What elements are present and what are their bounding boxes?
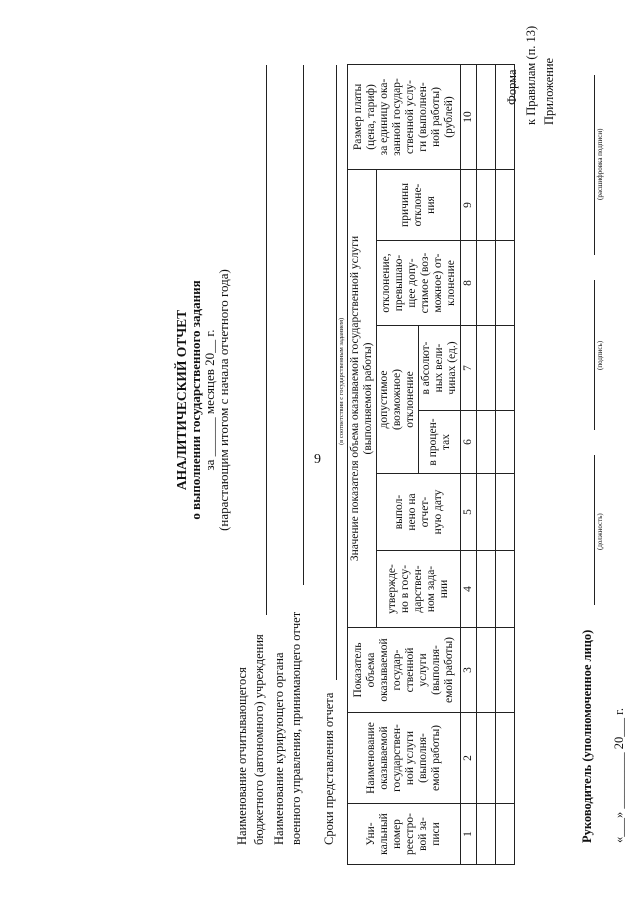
authority-label-1: Наименование курирующего органа [272, 652, 286, 845]
position-line [594, 455, 595, 605]
col-absolute: в абсолют- ных вели- чинах (ед.) [419, 326, 461, 411]
col-fee: Размер платы (цена, тариф) за единицу ока- занной государ- ственной услу- ги (выполнен- ной работы) (рублей) [348, 65, 461, 170]
report-period-note: (нарастающим итогом с начала отчетного года) [216, 269, 231, 531]
position-hint: (должность) [596, 513, 604, 550]
decode-hint: (расшифровка подписи) [596, 128, 604, 200]
deadline-label: Сроки представления отчета [322, 692, 336, 845]
report-table [347, 64, 515, 865]
decode-line [594, 75, 595, 255]
group-header-value: Значение показателя объема оказываемой государственной услуги (выполняемой работы) [348, 170, 377, 628]
appendix-line1: Приложение [542, 57, 556, 125]
col-fulfilled: выпол- нено на отчет- ную дату [377, 474, 461, 551]
report-subtitle: о выполнении государственного задания [188, 280, 203, 520]
col-allowed-deviation: допустимое (возможное) отклонение [377, 326, 419, 474]
appendix-form: Форма [505, 69, 519, 105]
authority-line [303, 65, 304, 585]
table-row [496, 65, 515, 865]
signature-date: «___» _________ 20___ г. [612, 708, 626, 843]
col-deviation-reasons: причины отклоне- ния [377, 170, 461, 241]
col-service-name: Наименование оказываемой государствен- ной услуги (выполня- емой работы) [348, 713, 461, 804]
head-label: Руководитель (уполномоченное лицо) [580, 629, 594, 843]
table-number-row: 1 2 3 4 5 6 7 8 9 10 [461, 65, 477, 865]
report-title: АНАЛИТИЧЕСКИЙ ОТЧЕТ [174, 309, 189, 491]
sign-hint: (подпись) [596, 340, 604, 370]
col-registry-number: Уни- кальный номер реестро- вой за- писи [348, 804, 461, 865]
title-block [175, 245, 231, 555]
authority-label-2: военного управления, принимающего отчет [289, 611, 303, 845]
deadline-hint: (в соответствии с государственным заданием) [338, 317, 345, 445]
page-number: 9 [314, 452, 321, 467]
institution-label-1: Наименование отчитывающегося [235, 667, 249, 845]
report-period: за ______ месяцев 20__ г. [202, 329, 217, 471]
col-excess-deviation: отклонение, превышаю- щее допу- стимое (воз- можное) от- клонение [377, 241, 461, 326]
institution-label-2: бюджетного (автономного) учреждения [252, 634, 266, 845]
table-row [477, 65, 496, 865]
col-percent: в процен- тах [419, 411, 461, 474]
col-approved: утвержде- но в госу- дарствен- ном зада- нии [377, 551, 461, 628]
institution-line [266, 65, 267, 615]
col-volume-indicator: Показатель объема оказываемой государ- ственной услуги (выполня- емой работы) [348, 628, 461, 713]
sign-line [594, 280, 595, 430]
appendix-line2: к Правилам (п. 13) [524, 25, 538, 125]
deadline-line [336, 65, 337, 680]
